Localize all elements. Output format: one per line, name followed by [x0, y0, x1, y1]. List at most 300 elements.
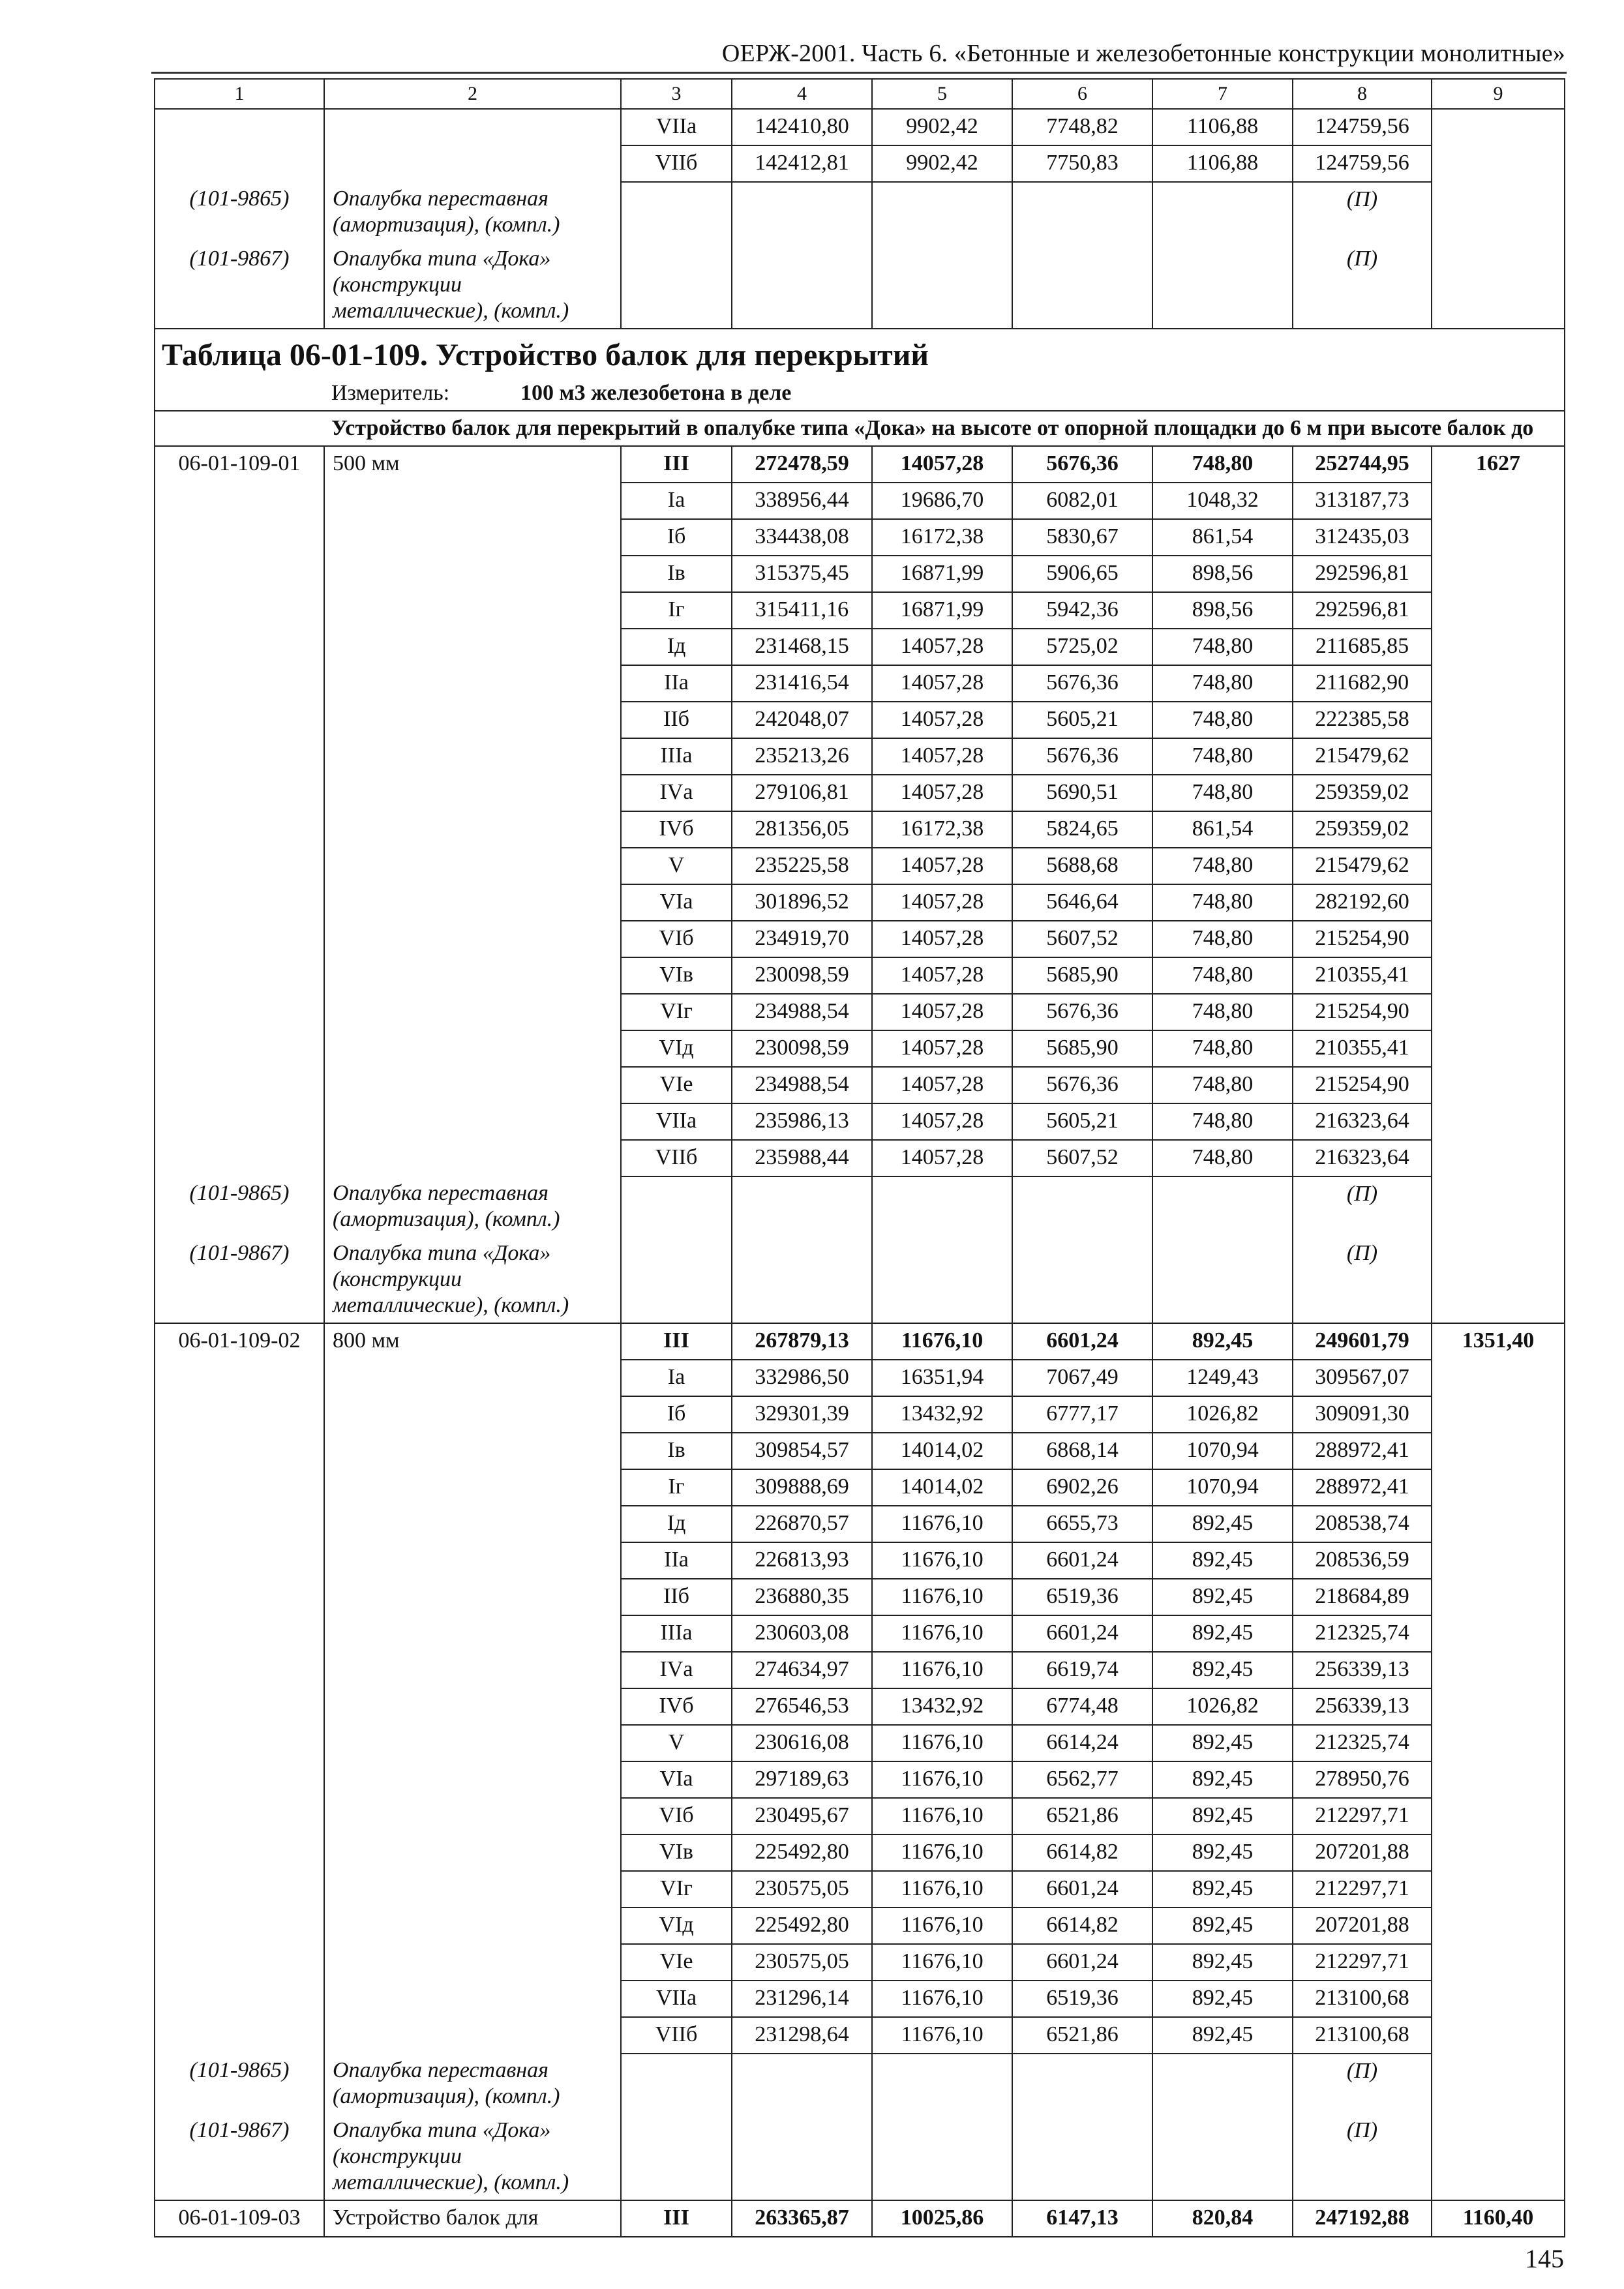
rate-name: 500 мм	[324, 446, 621, 483]
materials-cell: 211682,90	[1293, 665, 1432, 702]
table-row	[155, 921, 1565, 957]
machine-wages-cell: 748,80	[1152, 702, 1293, 738]
empty-cell	[872, 242, 1012, 329]
machinery-cell: 5688,68	[1012, 848, 1152, 884]
column-number: 4	[732, 79, 872, 109]
empty-cell	[1432, 519, 1565, 556]
empty-cell	[1432, 1579, 1565, 1615]
machinery-cell: 5676,36	[1012, 1067, 1152, 1103]
machinery-cell: 7067,49	[1012, 1360, 1152, 1396]
machinery-cell: 5725,02	[1012, 629, 1152, 665]
empty-cell	[324, 1067, 621, 1103]
zone-class-cell: VIг	[621, 1871, 732, 1908]
total-cost-cell: 230616,08	[732, 1725, 872, 1761]
materials-cell: 288972,41	[1293, 1469, 1432, 1506]
empty-cell	[1432, 483, 1565, 519]
table-row	[155, 446, 1565, 483]
empty-cell	[1432, 702, 1565, 738]
zone-class-cell: Iд	[621, 1506, 732, 1542]
empty-cell	[1432, 1725, 1565, 1761]
zone-class-cell: Iб	[621, 519, 732, 556]
materials-cell: 212297,71	[1293, 1798, 1432, 1834]
empty-cell	[1432, 1469, 1565, 1506]
zone-class-cell: IVб	[621, 811, 732, 848]
machinery-cell: 5646,64	[1012, 884, 1152, 921]
empty-cell	[324, 1469, 621, 1506]
wages-cell: 14014,02	[872, 1433, 1012, 1469]
empty-cell	[1432, 848, 1565, 884]
empty-cell	[1012, 1176, 1152, 1236]
zone-class-cell: III	[621, 446, 732, 483]
table-row	[155, 1542, 1565, 1579]
empty-cell	[155, 2017, 324, 2054]
empty-cell	[324, 1506, 621, 1542]
wages-cell: 19686,70	[872, 483, 1012, 519]
empty-cell	[1432, 1798, 1565, 1834]
empty-cell	[324, 1761, 621, 1798]
material-name: Опалубка переставная (амортизация), (компл.)	[324, 182, 621, 242]
empty-cell	[1432, 182, 1565, 242]
wages-cell: 14057,28	[872, 665, 1012, 702]
machine-wages-cell: 748,80	[1152, 1140, 1293, 1176]
empty-cell	[324, 1725, 621, 1761]
zone-class-cell: Iб	[621, 1396, 732, 1433]
material-code: (101-9865)	[155, 1176, 324, 1236]
empty-cell	[155, 702, 324, 738]
materials-cell: 249601,79	[1293, 1323, 1432, 1360]
wages-cell: 11676,10	[872, 1834, 1012, 1871]
machine-wages-cell: 820,84	[1152, 2200, 1293, 2237]
materials-cell: 215479,62	[1293, 738, 1432, 775]
total-cost-cell: 329301,39	[732, 1396, 872, 1433]
wages-cell: 14057,28	[872, 629, 1012, 665]
materials-cell: 256339,13	[1293, 1688, 1432, 1725]
total-cost-cell: 297189,63	[732, 1761, 872, 1798]
material-name: Опалубка типа «Дока» (конструкции металлические), (компл.)	[324, 242, 621, 329]
empty-cell	[1432, 145, 1565, 182]
machinery-cell: 5676,36	[1012, 665, 1152, 702]
empty-cell	[1432, 921, 1565, 957]
empty-cell	[324, 702, 621, 738]
empty-cell	[324, 1140, 621, 1176]
machinery-cell: 6082,01	[1012, 483, 1152, 519]
empty-cell	[324, 145, 621, 182]
machinery-cell: 6521,86	[1012, 2017, 1152, 2054]
estimate-table-sheet	[154, 78, 1564, 2237]
total-cost-cell: 235986,13	[732, 1103, 872, 1140]
empty-cell	[1432, 1944, 1565, 1981]
empty-cell	[324, 1688, 621, 1725]
empty-cell	[324, 1652, 621, 1688]
empty-cell	[155, 884, 324, 921]
materials-cell: 282192,60	[1293, 884, 1432, 921]
empty-cell	[324, 848, 621, 884]
empty-cell	[324, 556, 621, 592]
empty-cell	[155, 775, 324, 811]
empty-cell	[324, 1396, 621, 1433]
zone-class-cell: IIб	[621, 702, 732, 738]
total-cost-cell: 226870,57	[732, 1506, 872, 1542]
table-row	[155, 957, 1565, 994]
empty-cell	[1432, 811, 1565, 848]
empty-cell	[324, 629, 621, 665]
material-mark: (П)	[1293, 242, 1432, 329]
materials-cell: 207201,88	[1293, 1908, 1432, 1944]
empty-cell	[732, 1236, 872, 1323]
header-rule	[151, 72, 1567, 74]
wages-cell: 14014,02	[872, 1469, 1012, 1506]
wages-cell: 14057,28	[872, 446, 1012, 483]
rate-code: 06-01-109-01	[155, 446, 324, 483]
empty-cell	[621, 182, 732, 242]
zone-class-cell: VIв	[621, 1834, 732, 1871]
empty-cell	[1432, 592, 1565, 629]
wages-cell: 11676,10	[872, 1725, 1012, 1761]
empty-cell	[155, 1944, 324, 1981]
zone-class-cell: VIIа	[621, 1981, 732, 2017]
materials-cell: 309091,30	[1293, 1396, 1432, 1433]
empty-cell	[1152, 1236, 1293, 1323]
column-number: 2	[324, 79, 621, 109]
zone-class-cell: VIе	[621, 1944, 732, 1981]
subtitle-row	[155, 411, 1565, 446]
total-cost-cell: 234988,54	[732, 994, 872, 1030]
materials-cell: 212297,71	[1293, 1871, 1432, 1908]
wages-cell: 11676,10	[872, 2017, 1012, 2054]
machine-wages-cell: 1026,82	[1152, 1396, 1293, 1433]
wages-cell: 14057,28	[872, 994, 1012, 1030]
empty-cell	[1432, 775, 1565, 811]
materials-cell: 309567,07	[1293, 1360, 1432, 1396]
wages-cell: 9902,42	[872, 109, 1012, 145]
zone-class-cell: VIIб	[621, 2017, 732, 2054]
empty-cell	[324, 1834, 621, 1871]
wages-cell: 14057,28	[872, 1103, 1012, 1140]
material-row	[155, 242, 1565, 329]
empty-cell	[1012, 182, 1152, 242]
machine-wages-cell: 892,45	[1152, 2017, 1293, 2054]
empty-cell	[1152, 1176, 1293, 1236]
table-row	[155, 1798, 1565, 1834]
materials-cell: 208536,59	[1293, 1542, 1432, 1579]
zone-class-cell: VIIб	[621, 1140, 732, 1176]
total-cost-cell: 242048,07	[732, 702, 872, 738]
materials-cell: 124759,56	[1293, 109, 1432, 145]
machinery-cell: 6619,74	[1012, 1652, 1152, 1688]
materials-cell: 213100,68	[1293, 2017, 1432, 2054]
machinery-cell: 6774,48	[1012, 1688, 1152, 1725]
column-number-row	[155, 79, 1565, 109]
machinery-cell: 6601,24	[1012, 1542, 1152, 1579]
zone-class-cell: VIб	[621, 921, 732, 957]
empty-cell	[872, 1176, 1012, 1236]
materials-cell: 292596,81	[1293, 592, 1432, 629]
materials-cell: 292596,81	[1293, 556, 1432, 592]
machine-wages-cell: 898,56	[1152, 592, 1293, 629]
machine-wages-cell: 748,80	[1152, 994, 1293, 1030]
machine-wages-cell: 892,45	[1152, 1579, 1293, 1615]
machinery-cell: 5685,90	[1012, 957, 1152, 994]
machine-wages-cell: 861,54	[1152, 811, 1293, 848]
table-row	[155, 1834, 1565, 1871]
measure-value: 100 м3 железобетона в деле	[520, 381, 792, 405]
measure-label: Измеритель:	[331, 381, 450, 405]
column-number: 7	[1152, 79, 1293, 109]
total-cost-cell: 279106,81	[732, 775, 872, 811]
machinery-cell: 6562,77	[1012, 1761, 1152, 1798]
table-title: Таблица 06-01-109. Устройство балок для перекрытий	[155, 329, 1565, 376]
empty-cell	[324, 519, 621, 556]
empty-cell	[1432, 1103, 1565, 1140]
empty-cell	[1432, 1433, 1565, 1469]
table-row	[155, 665, 1565, 702]
table-row	[155, 1761, 1565, 1798]
material-mark: (П)	[1293, 1236, 1432, 1323]
table-row	[155, 1323, 1565, 1360]
materials-cell: 215479,62	[1293, 848, 1432, 884]
total-cost-cell: 334438,08	[732, 519, 872, 556]
materials-cell: 222385,58	[1293, 702, 1432, 738]
empty-cell	[324, 1908, 621, 1944]
materials-cell: 210355,41	[1293, 1030, 1432, 1067]
zone-class-cell: VIIа	[621, 109, 732, 145]
empty-cell	[872, 1236, 1012, 1323]
materials-cell: 312435,03	[1293, 519, 1432, 556]
empty-cell	[1432, 1908, 1565, 1944]
table-subtitle: Устройство балок для перекрытий в опалубке типа «Дока» на высоте от опорной площадки до 6 м при высоте балок до	[155, 411, 1565, 446]
wages-cell: 14057,28	[872, 775, 1012, 811]
wages-cell: 11676,10	[872, 1506, 1012, 1542]
empty-cell	[872, 182, 1012, 242]
machinery-cell: 6655,73	[1012, 1506, 1152, 1542]
empty-cell	[1432, 1360, 1565, 1396]
zone-class-cell: IIIа	[621, 1615, 732, 1652]
empty-cell	[324, 921, 621, 957]
machine-wages-cell: 892,45	[1152, 1871, 1293, 1908]
material-code: (101-9867)	[155, 1236, 324, 1323]
total-cost-cell: 315375,45	[732, 556, 872, 592]
column-number: 1	[155, 79, 324, 109]
empty-cell	[155, 1396, 324, 1433]
table-row	[155, 1688, 1565, 1725]
table-row	[155, 775, 1565, 811]
empty-cell	[324, 1798, 621, 1834]
empty-cell	[1432, 957, 1565, 994]
material-mark: (П)	[1293, 1176, 1432, 1236]
machinery-cell: 5676,36	[1012, 994, 1152, 1030]
table-title-row	[155, 329, 1565, 376]
empty-cell	[324, 994, 621, 1030]
machinery-cell: 5676,36	[1012, 738, 1152, 775]
machine-wages-cell: 892,45	[1152, 1652, 1293, 1688]
materials-cell: 213100,68	[1293, 1981, 1432, 2017]
zone-class-cell: IVа	[621, 1652, 732, 1688]
empty-cell	[155, 1469, 324, 1506]
materials-cell: 252744,95	[1293, 446, 1432, 483]
empty-cell	[1432, 2017, 1565, 2054]
empty-cell	[155, 1834, 324, 1871]
empty-cell	[1432, 1506, 1565, 1542]
empty-cell	[732, 1176, 872, 1236]
materials-cell: 247192,88	[1293, 2200, 1432, 2237]
total-cost-cell: 267879,13	[732, 1323, 872, 1360]
empty-cell	[1152, 242, 1293, 329]
estimate-table	[154, 78, 1565, 2237]
empty-cell	[1432, 665, 1565, 702]
empty-cell	[732, 242, 872, 329]
machinery-cell: 7748,82	[1012, 109, 1152, 145]
table-row	[155, 483, 1565, 519]
table-row	[155, 738, 1565, 775]
table-row	[155, 1030, 1565, 1067]
empty-cell	[872, 2114, 1012, 2200]
material-name: Опалубка типа «Дока» (конструкции металлические), (компл.)	[324, 2114, 621, 2200]
empty-cell	[324, 1103, 621, 1140]
materials-cell: 211685,85	[1293, 629, 1432, 665]
machine-wages-cell: 892,45	[1152, 1323, 1293, 1360]
total-cost-cell: 309854,57	[732, 1433, 872, 1469]
wages-cell: 13432,92	[872, 1396, 1012, 1433]
machine-wages-cell: 892,45	[1152, 1761, 1293, 1798]
machinery-cell: 5830,67	[1012, 519, 1152, 556]
table-row	[155, 1615, 1565, 1652]
wages-cell: 11676,10	[872, 1798, 1012, 1834]
machinery-cell: 6601,24	[1012, 1323, 1152, 1360]
zone-class-cell: VIв	[621, 957, 732, 994]
zone-class-cell: VIIб	[621, 145, 732, 182]
empty-cell	[155, 1103, 324, 1140]
machinery-cell: 5906,65	[1012, 556, 1152, 592]
empty-cell	[324, 1433, 621, 1469]
empty-cell	[1012, 2054, 1152, 2114]
table-row	[155, 811, 1565, 848]
empty-cell	[324, 957, 621, 994]
material-mark: (П)	[1293, 182, 1432, 242]
materials-cell: 256339,13	[1293, 1652, 1432, 1688]
machine-wages-cell: 892,45	[1152, 1834, 1293, 1871]
zone-class-cell: VIIа	[621, 1103, 732, 1140]
empty-cell	[732, 2054, 872, 2114]
measure-line	[155, 376, 1565, 411]
empty-cell	[155, 1067, 324, 1103]
measure-row	[155, 376, 1565, 411]
empty-cell	[324, 775, 621, 811]
empty-cell	[621, 1176, 732, 1236]
table-body	[155, 79, 1565, 2237]
wages-cell: 11676,10	[872, 1542, 1012, 1579]
total-cost-cell: 226813,93	[732, 1542, 872, 1579]
machine-wages-cell: 892,45	[1152, 1981, 1293, 2017]
table-row	[155, 1140, 1565, 1176]
total-cost-cell: 230575,05	[732, 1944, 872, 1981]
materials-cell: 278950,76	[1293, 1761, 1432, 1798]
column-number: 6	[1012, 79, 1152, 109]
machinery-cell: 6521,86	[1012, 1798, 1152, 1834]
total-cost-cell: 309888,69	[732, 1469, 872, 1506]
machine-wages-cell: 892,45	[1152, 1908, 1293, 1944]
wages-cell: 16172,38	[872, 519, 1012, 556]
material-mark: (П)	[1293, 2114, 1432, 2200]
material-row	[155, 2054, 1565, 2114]
table-row	[155, 1067, 1565, 1103]
empty-cell	[1152, 2114, 1293, 2200]
empty-cell	[324, 1615, 621, 1652]
total-cost-cell: 142410,80	[732, 109, 872, 145]
machinery-cell: 6614,82	[1012, 1834, 1152, 1871]
wages-cell: 14057,28	[872, 1030, 1012, 1067]
empty-cell	[1432, 1176, 1565, 1236]
table-row	[155, 2200, 1565, 2237]
total-cost-cell: 274634,97	[732, 1652, 872, 1688]
empty-cell	[621, 2054, 732, 2114]
empty-cell	[155, 1542, 324, 1579]
machinery-cell: 5605,21	[1012, 702, 1152, 738]
wages-cell: 14057,28	[872, 957, 1012, 994]
zone-class-cell: IIа	[621, 1542, 732, 1579]
empty-cell	[155, 1652, 324, 1688]
machine-wages-cell: 1070,94	[1152, 1433, 1293, 1469]
empty-cell	[1432, 2114, 1565, 2200]
machine-wages-cell: 892,45	[1152, 1615, 1293, 1652]
empty-cell	[324, 592, 621, 629]
rate-code: 06-01-109-02	[155, 1323, 324, 1360]
machine-wages-cell: 1026,82	[1152, 1688, 1293, 1725]
empty-cell	[324, 109, 621, 145]
zone-class-cell: VIе	[621, 1067, 732, 1103]
table-row	[155, 1506, 1565, 1542]
table-row	[155, 1725, 1565, 1761]
table-row	[155, 994, 1565, 1030]
table-row	[155, 629, 1565, 665]
empty-cell	[155, 1908, 324, 1944]
materials-cell: 207201,88	[1293, 1834, 1432, 1871]
table-row	[155, 145, 1565, 182]
empty-cell	[324, 1579, 621, 1615]
total-cost-cell: 235213,26	[732, 738, 872, 775]
machine-wages-cell: 748,80	[1152, 446, 1293, 483]
empty-cell	[155, 1761, 324, 1798]
wages-cell: 11676,10	[872, 1981, 1012, 2017]
machine-wages-cell: 748,80	[1152, 884, 1293, 921]
empty-cell	[1432, 629, 1565, 665]
table-row	[155, 1396, 1565, 1433]
total-cost-cell: 235988,44	[732, 1140, 872, 1176]
empty-cell	[1432, 2054, 1565, 2114]
empty-cell	[155, 592, 324, 629]
materials-cell: 215254,90	[1293, 921, 1432, 957]
machinery-cell: 5607,52	[1012, 921, 1152, 957]
empty-cell	[155, 1030, 324, 1067]
empty-cell	[1432, 109, 1565, 145]
empty-cell	[872, 2054, 1012, 2114]
empty-cell	[155, 1725, 324, 1761]
zone-class-cell: VIб	[621, 1798, 732, 1834]
empty-cell	[1432, 1688, 1565, 1725]
total-cost-cell: 234988,54	[732, 1067, 872, 1103]
machinery-cell: 6902,26	[1012, 1469, 1152, 1506]
empty-cell	[324, 738, 621, 775]
empty-cell	[1432, 884, 1565, 921]
wages-cell: 14057,28	[872, 921, 1012, 957]
machinery-cell: 6601,24	[1012, 1615, 1152, 1652]
materials-cell: 208538,74	[1293, 1506, 1432, 1542]
machine-wages-cell: 748,80	[1152, 957, 1293, 994]
empty-cell	[155, 109, 324, 145]
column-number: 3	[621, 79, 732, 109]
materials-cell: 313187,73	[1293, 483, 1432, 519]
machinery-cell: 5690,51	[1012, 775, 1152, 811]
empty-cell	[155, 1798, 324, 1834]
